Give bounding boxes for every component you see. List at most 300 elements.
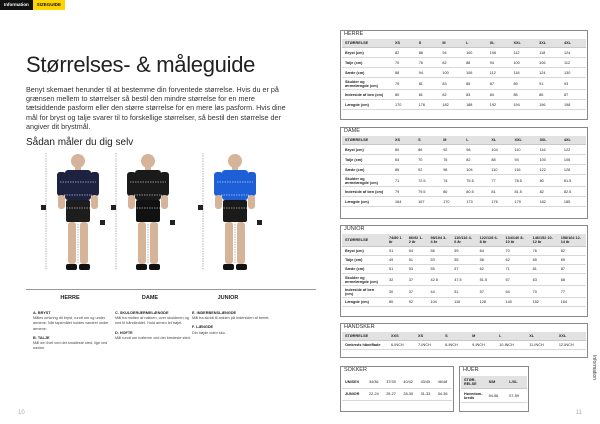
column-header: L	[463, 39, 487, 48]
table-cell: 92	[440, 145, 463, 155]
table-cell: 70	[415, 155, 440, 165]
note-item	[115, 311, 193, 327]
table-cell: 9-INCH	[469, 341, 496, 350]
table-cell: 188	[463, 100, 487, 110]
row-header: Længde (cm)	[342, 298, 386, 307]
column-header: 3XL	[537, 136, 561, 145]
table-cell: 40/42	[400, 376, 417, 388]
table-cell: 57	[503, 274, 530, 286]
table-cell: 80	[392, 90, 416, 100]
table-row	[342, 247, 586, 256]
table-cell: 79	[392, 78, 416, 90]
table-cell: 88	[392, 68, 416, 78]
table-header-row	[342, 39, 586, 48]
table-cell: 124	[561, 48, 586, 58]
table-cell: 80	[537, 175, 561, 187]
table-cell: 78.5	[511, 175, 536, 187]
table-cell: 80	[440, 187, 463, 197]
table-cell: 140	[503, 298, 530, 307]
note-text: Mål om livet ved det smalleste sted, lige ved navlen.	[33, 341, 108, 351]
column-header: 110/116 4-6 år	[451, 234, 476, 247]
table-cell: 32	[386, 274, 406, 286]
table-cell: 176	[488, 197, 511, 207]
table-cell: 81	[530, 265, 558, 274]
column-header: M	[469, 332, 496, 341]
sokker-table	[342, 376, 452, 401]
row-header: Skulder og ærmelængde (cm)	[342, 175, 392, 187]
row-header: Længde (cm)	[342, 100, 392, 110]
column-header: STØRRELSE	[342, 39, 392, 48]
top-bar	[0, 0, 330, 10]
table-cell: 82	[439, 90, 463, 100]
table-cell: 185	[561, 197, 586, 207]
table-cell: 62	[503, 256, 530, 265]
column-header: M	[439, 39, 463, 48]
column-header: XS	[392, 136, 415, 145]
table-row	[461, 389, 527, 403]
intro-text: Benyt skemaet herunder til at bestemme din forventede størrelse. Hvis du er på grænsen mellem to størrelser så bestil den mindre størrelse for en mere tætsiddende pasform eller den større størrelse for en mere løs pasform. Hvis dine mål for bryst og talje svarer til to forskellige størrelser, så bestil den størrelse der angiver dit brystmål.	[26, 85, 286, 131]
figure-junior	[195, 150, 275, 295]
table-cell: 31-33	[418, 388, 435, 400]
table-cell: 80	[386, 298, 406, 307]
table-cell: 170	[440, 197, 463, 207]
column-header: S	[415, 136, 440, 145]
table-cell: 85	[463, 78, 487, 90]
table-cell: 51	[451, 286, 476, 298]
table-cell: 87	[561, 90, 586, 100]
table-cell: 170	[392, 100, 416, 110]
table-cell: 112	[487, 68, 511, 78]
table-row	[342, 165, 586, 175]
table-cell: 104	[488, 145, 511, 155]
table-cell: 94	[439, 48, 463, 58]
note-text: Mål fra skridt til anklen på indersiden af benet.	[192, 316, 270, 321]
junior-title: JUNIOR	[344, 226, 365, 232]
table-cell: 164	[558, 298, 586, 307]
note-item	[33, 311, 111, 332]
table-cell: 37	[406, 286, 428, 298]
table-header-row	[342, 234, 586, 247]
table-cell: 164	[392, 197, 415, 207]
section-label: Information	[0, 0, 33, 10]
table-cell: 10-INCH	[496, 341, 526, 350]
table-cell: 76	[416, 58, 440, 68]
column-header: M	[440, 136, 463, 145]
table-cell: 104	[463, 165, 488, 175]
table-cell: 182	[439, 100, 463, 110]
table-cell: 63	[530, 274, 558, 286]
table-cell: 124	[536, 68, 561, 78]
table-cell: 64	[392, 155, 415, 165]
subsection-label: SIZEGUIDE	[33, 0, 65, 10]
table-row	[342, 286, 586, 298]
note-heading: A. BRYST	[33, 311, 51, 315]
column-header: STØRRELSE	[342, 332, 388, 341]
table-cell: 70	[392, 58, 416, 68]
column-header: XL	[526, 332, 556, 341]
note-item	[115, 331, 193, 341]
table-cell: 22-24	[366, 388, 383, 400]
table-cell: 51.5	[477, 274, 503, 286]
table-row	[342, 187, 586, 197]
row-header: Talje (cm)	[342, 256, 386, 265]
table-cell: 82	[392, 48, 416, 58]
table-cell: 28-30	[400, 388, 417, 400]
row-header: Bryst (cm)	[342, 145, 392, 155]
table-cell: 80	[392, 145, 415, 155]
column-header: XXS	[388, 332, 415, 341]
column-header: XL	[488, 136, 511, 145]
table-cell: 176	[416, 100, 440, 110]
table-cell: 88	[463, 58, 487, 68]
figure-label: HERRE	[60, 295, 80, 301]
row-header: Talje (cm)	[342, 58, 392, 68]
table-cell: 88	[488, 155, 511, 165]
table-cell: 53	[427, 256, 451, 265]
table-cell: 86	[392, 165, 415, 175]
table-cell: 192	[487, 100, 511, 110]
side-label: Information	[591, 354, 597, 380]
column-header: XXL	[556, 332, 586, 341]
column-header: 3XL	[536, 39, 561, 48]
table-cell: 53	[406, 265, 428, 274]
table-cell: 71	[503, 265, 530, 274]
table-row	[342, 58, 586, 68]
table-cell: 37/39	[383, 376, 400, 388]
table-cell: 112	[561, 58, 586, 68]
column-header: 4XL	[561, 136, 586, 145]
table-cell: 44	[427, 286, 451, 298]
table-cell: 42.5	[427, 274, 451, 286]
person-silhouette	[108, 150, 188, 290]
table-cell: 91	[536, 78, 561, 90]
table-cell: 86	[415, 145, 440, 155]
table-cell: 94	[511, 155, 536, 165]
table-cell: 116	[537, 145, 561, 155]
notes-column	[192, 311, 270, 340]
table-cell: 81	[488, 187, 511, 197]
table-cell: 55	[427, 265, 451, 274]
table-cell: 57-59	[506, 389, 527, 403]
table-cell: 87	[487, 78, 511, 90]
row-header: Inderside af ben (cm)	[342, 286, 386, 298]
table-cell: 104	[427, 298, 451, 307]
table-cell: 106	[487, 48, 511, 58]
table-cell: 77	[558, 286, 586, 298]
table-cell: 194	[510, 100, 536, 110]
dame-title: DAME	[344, 128, 360, 134]
table-cell: 74	[440, 175, 463, 187]
table-cell: 106	[536, 58, 561, 68]
table-cell: 62	[477, 265, 503, 274]
page-number-right: 11	[575, 410, 582, 416]
figure-herre	[38, 150, 118, 295]
note-item	[192, 311, 270, 321]
table-header-row	[461, 376, 527, 389]
table-cell: 57	[477, 286, 503, 298]
table-cell: 76	[530, 247, 558, 256]
table-cell: 173	[463, 197, 488, 207]
table-header-row	[342, 332, 586, 341]
table-cell: 64	[503, 286, 530, 298]
column-header: XS	[392, 39, 416, 48]
row-header: UNISEX	[342, 376, 366, 388]
table-cell: 88	[416, 48, 440, 58]
row-header: Sæde (cm)	[342, 68, 392, 78]
table-cell: 82.5	[561, 187, 586, 197]
table-cell: 98	[440, 165, 463, 175]
table-cell: 34-36	[435, 388, 452, 400]
table-cell: 51	[406, 256, 428, 265]
column-header: XXL	[511, 136, 536, 145]
table-cell: 25-27	[383, 388, 400, 400]
table-cell: 81.5	[561, 175, 586, 187]
table-cell: 75.5	[463, 175, 488, 187]
table-cell: 196	[536, 100, 561, 110]
table-cell: 55	[451, 256, 476, 265]
herre-title: HERRE	[344, 31, 364, 37]
junior-table	[342, 234, 586, 307]
table-cell: 51	[386, 247, 406, 256]
table-cell: 89	[510, 78, 536, 90]
table-cell: 6-INCH	[388, 341, 415, 350]
column-header: 4XL	[561, 39, 586, 48]
figure-label: JUNIOR	[217, 295, 239, 301]
table-cell: 92	[406, 298, 428, 307]
table-cell: 98	[463, 145, 488, 155]
row-header: Talje (cm)	[342, 155, 392, 165]
column-header: 86/92 1-2 år	[406, 234, 428, 247]
table-cell: 82	[537, 187, 561, 197]
row-header: Længde (cm)	[342, 197, 392, 207]
table-cell: 128	[561, 165, 586, 175]
table-cell: 83	[463, 90, 487, 100]
note-heading: D. HOFTE	[115, 330, 133, 335]
table-cell: 70	[530, 286, 558, 298]
note-heading: E. INDERBENSLÆNGDE	[192, 311, 237, 315]
table-row	[342, 145, 586, 155]
note-text: Mål fra midten af nakken, over skulderen og ned til håndleddet. Hold armen let bøjet.	[115, 316, 189, 326]
table-row	[342, 376, 452, 388]
column-header: STØRRELSE	[342, 136, 392, 145]
figure-dame	[108, 150, 188, 295]
notes-column	[115, 311, 193, 345]
handsker-table	[342, 332, 586, 350]
table-cell: 64	[477, 247, 503, 256]
table-cell: 198	[561, 100, 586, 110]
table-cell: 85	[510, 90, 536, 100]
column-header: STØR-RELSE	[461, 376, 486, 389]
column-header: 146/152 10-12 år	[530, 234, 558, 247]
row-header: Sæde (cm)	[342, 265, 386, 274]
table-row	[342, 388, 452, 400]
table-cell: 65	[530, 256, 558, 265]
column-header: XL	[487, 39, 511, 48]
table-row	[342, 78, 586, 90]
column-header: XXL	[510, 39, 536, 48]
table-cell: 118	[536, 48, 561, 58]
note-text: Måles omkring dit bryst, rundt om og under armene. Når tapemålet holdes vandret under armene.	[33, 316, 109, 331]
table-cell: 72.5	[415, 175, 440, 187]
table-row	[342, 100, 586, 110]
herre-table	[342, 39, 586, 110]
table-cell: 100	[537, 155, 561, 165]
row-header: Inderside af ben (cm)	[342, 187, 392, 197]
table-cell: 167	[415, 197, 440, 207]
measure-heading: Sådan måler du dig selv	[26, 137, 134, 148]
row-header: Omkreds håndflade	[342, 341, 388, 350]
row-header: Skulder og ærmelængde (cm)	[342, 78, 392, 90]
dame-table	[342, 136, 586, 207]
table-cell: 182	[537, 197, 561, 207]
table-cell: 51	[386, 265, 406, 274]
row-header: JUNIOR	[342, 388, 366, 400]
column-header: S	[416, 39, 440, 48]
note-text: Mål rundt om hofterne ved det bredeste sted.	[115, 335, 191, 340]
table-cell: 100	[463, 48, 487, 58]
table-cell: 57	[451, 265, 476, 274]
table-cell: 47.5	[451, 274, 476, 286]
table-cell: 71	[392, 175, 415, 187]
table-cell: 37	[406, 274, 428, 286]
table-cell: 77	[488, 175, 511, 187]
column-header: 74/80 1 år	[386, 234, 406, 247]
table-cell: 116	[511, 165, 536, 175]
table-row	[342, 155, 586, 165]
row-header: Bryst (cm)	[342, 48, 392, 58]
table-cell: 79	[392, 187, 415, 197]
person-silhouette	[195, 150, 275, 290]
table-cell: 110	[511, 145, 536, 155]
table-cell: 110	[488, 165, 511, 175]
table-cell: 106	[463, 68, 487, 78]
table-cell: 34/36	[366, 376, 383, 388]
table-cell: 93	[561, 78, 586, 90]
table-cell: 112	[510, 48, 536, 58]
table-cell: 92	[415, 165, 440, 175]
table-row	[342, 48, 586, 58]
note-item	[33, 336, 111, 352]
table-row	[342, 90, 586, 100]
notes-column	[33, 311, 111, 355]
column-header: 98/104 3-4 år	[427, 234, 451, 247]
column-header: 122/128 6-8 år	[477, 234, 503, 247]
table-cell: 82	[558, 247, 586, 256]
page-title: Størrelses- & måleguide	[26, 52, 256, 77]
table-cell: 81.5	[511, 187, 536, 197]
note-heading: B. TALJE	[33, 335, 50, 340]
table-cell: 87	[558, 265, 586, 274]
table-cell: 12-INCH	[556, 341, 586, 350]
column-header: XS	[415, 332, 442, 341]
table-cell: 59	[451, 247, 476, 256]
sokker-title: SOKKER	[344, 367, 367, 373]
huer-table	[461, 376, 527, 403]
table-row	[342, 298, 586, 307]
table-cell: 58	[477, 256, 503, 265]
divider	[26, 289, 316, 290]
column-header: 158/164 12-14 år	[558, 234, 586, 247]
table-row	[342, 341, 586, 350]
table-cell: 94	[487, 58, 511, 68]
table-cell: 116	[451, 298, 476, 307]
row-header: Bryst (cm)	[342, 247, 386, 256]
table-cell: 100	[510, 58, 536, 68]
column-header: 134/140 8-10 år	[503, 234, 530, 247]
table-cell: 152	[530, 298, 558, 307]
table-cell: 54	[406, 247, 428, 256]
table-cell: 68	[558, 274, 586, 286]
note-heading: F. LÆNGDE	[192, 325, 214, 330]
table-cell: 79.5	[415, 187, 440, 197]
table-cell: 8-INCH	[442, 341, 469, 350]
table-row	[342, 274, 586, 286]
table-header-row	[342, 136, 586, 145]
handsker-title: HANDSKER	[344, 324, 375, 330]
table-cell: 82	[439, 58, 463, 68]
table-cell: 43/45	[418, 376, 435, 388]
table-cell: 80.5	[463, 187, 488, 197]
column-header: STØRRELSE	[342, 234, 386, 247]
table-cell: 130	[561, 68, 586, 78]
figure-label: DAME	[141, 295, 159, 301]
table-cell: 54-56	[486, 389, 507, 403]
table-cell: 81	[416, 90, 440, 100]
table-cell: 82	[463, 155, 488, 165]
table-cell: 84	[487, 90, 511, 100]
table-row	[342, 175, 586, 187]
column-header: L	[496, 332, 526, 341]
note-heading: C. SKULDER/ÆRMELÆNGDE	[115, 311, 169, 315]
table-cell: 106	[561, 155, 586, 165]
table-cell: 83	[439, 78, 463, 90]
table-cell: 11-INCH	[526, 341, 556, 350]
column-header: S	[442, 332, 469, 341]
table-cell: 30	[386, 286, 406, 298]
table-row	[342, 197, 586, 207]
table-row	[342, 256, 586, 265]
table-cell: 76	[440, 155, 463, 165]
column-header: L	[463, 136, 488, 145]
table-cell: 49	[386, 256, 406, 265]
table-cell: 122	[537, 165, 561, 175]
row-header: Hovedom-kreds	[461, 389, 486, 403]
table-cell: 128	[477, 298, 503, 307]
note-item	[192, 325, 270, 335]
table-cell: 118	[510, 68, 536, 78]
table-cell: 122	[561, 145, 586, 155]
table-cell: 46/48	[435, 376, 452, 388]
column-header: S/M	[486, 376, 507, 389]
table-row	[342, 68, 586, 78]
table-cell: 7-INCH	[415, 341, 442, 350]
huer-title: HUER	[463, 367, 479, 373]
table-cell: 94	[416, 68, 440, 78]
page-number-left: 10	[18, 410, 25, 416]
table-row	[342, 265, 586, 274]
table-cell: 86	[536, 90, 561, 100]
row-header: Inderside af ben (cm)	[342, 90, 392, 100]
column-header: L/XL	[506, 376, 527, 389]
table-cell: 100	[439, 68, 463, 78]
row-header: Skulder og ærmelængde (cm)	[342, 274, 386, 286]
table-cell: 70	[503, 247, 530, 256]
person-silhouette	[38, 150, 118, 290]
table-cell: 179	[511, 197, 536, 207]
row-header: Sæde (cm)	[342, 165, 392, 175]
table-cell: 69	[558, 256, 586, 265]
table-cell: 56	[427, 247, 451, 256]
